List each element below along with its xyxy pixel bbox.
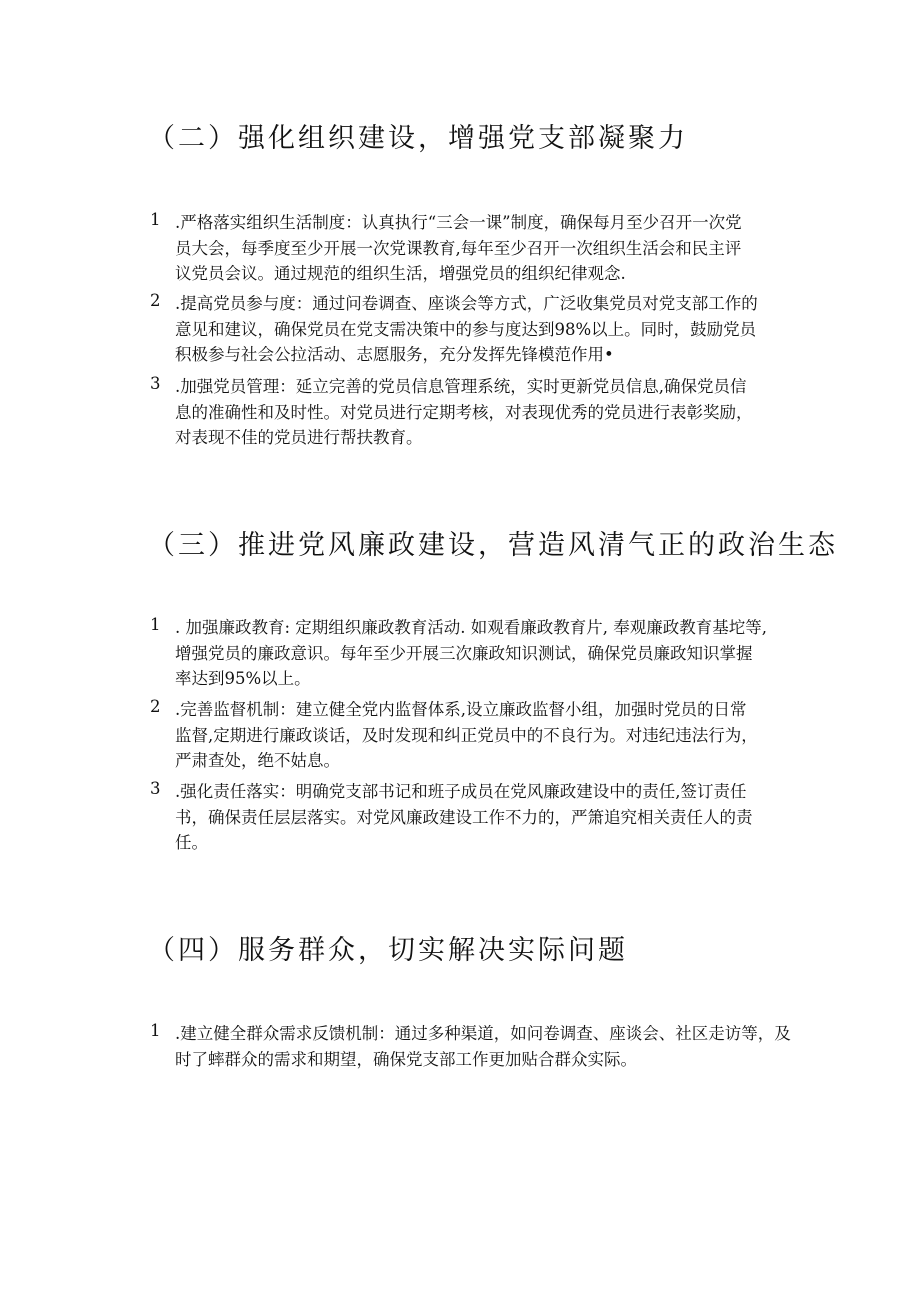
item-text-line: 积极参与社会公拉活动、志愿服务，充分发挥先锋模范作用• bbox=[175, 345, 614, 364]
item-number: 3 bbox=[150, 779, 161, 798]
list-item bbox=[150, 697, 810, 774]
item-text-line: .加强党员管理：延立完善的党员信息管理系统，实时更新党员信息,确保党员信 bbox=[175, 377, 747, 396]
item-text-line: 书，确保责任层层落实。对党风廉政建设工作不力的，严箫追究相关责任人的责 bbox=[175, 807, 753, 827]
list-item bbox=[150, 374, 810, 451]
item-text-line: . 加强廉政教育: 定期组织廉政教育活动. 如观看廉政教育片, 奉观廉政教育基坨等, bbox=[175, 618, 768, 637]
item-text-line: 时了蟀群众的需求和期望，确保党支部工作更加贴合群众实际。 bbox=[175, 1049, 637, 1069]
list-item bbox=[150, 291, 810, 368]
item-text-line: 严肃查处，绝不姑息。 bbox=[175, 751, 340, 770]
item-text-line: .提高党员参与度：通过问卷调查、座谈会等方式，广泛收集党员对党支部工作的 bbox=[175, 294, 758, 313]
item-text-line: 息的准确性和及时性。对党员进行定期考核，对表现优秀的党员进行表彰奖励， bbox=[175, 402, 753, 422]
section-heading: （四）服务群众，切实解决实际问题 bbox=[148, 935, 628, 966]
item-text-line: 监督,定期进行廉政谈话，及时发现和纠正党员中的不良行为。对违纪违法行为， bbox=[175, 725, 758, 745]
item-text-line: .完善监督机制：建立健全党内监督体系,设立廉政监督小组，加强时党员的日常 bbox=[175, 700, 747, 719]
section-heading: （二）强化组织建设，增强党支部凝聚力 bbox=[148, 123, 688, 154]
item-text-line: 率达到95%以上。 bbox=[175, 669, 311, 688]
item-text-line: 员大会，每季度至少开展一次党课教育,每年至少召开一次组织生活会和民主评 bbox=[175, 238, 742, 258]
list-item bbox=[150, 615, 810, 692]
item-number: 3 bbox=[150, 374, 161, 393]
list-item bbox=[150, 779, 810, 856]
item-text-line: 任。 bbox=[175, 833, 208, 852]
item-text-line: 对表现不佳的党员进行帮扶教育。 bbox=[175, 428, 423, 447]
item-text-line: .建立健全群众需求反馈机制：通过多种渠道，如问卷调查、座谈会、社区走访等，及 bbox=[175, 1024, 791, 1043]
item-number: 1 bbox=[150, 1021, 161, 1040]
item-text-line: .严格落实组织生活制度：认真执行“三会一课”制度，确保每月至少召开一次党 bbox=[175, 213, 742, 232]
item-number: 2 bbox=[150, 291, 161, 310]
item-text-line: .强化责任落实：明确党支部书记和班子成员在党风廉政建设中的责任,签订责任 bbox=[175, 782, 747, 801]
section-heading: （三）推进党风廉政建设，营造风清气正的政治生态 bbox=[148, 530, 838, 561]
item-number: 1 bbox=[150, 210, 161, 229]
item-text-line: 增强党员的廉政意识。每年至少开展三次廉政知识测试，确保党员廉政知识掌握 bbox=[175, 643, 753, 663]
list-item bbox=[150, 210, 810, 287]
item-number: 1 bbox=[150, 615, 161, 634]
item-number: 2 bbox=[150, 697, 161, 716]
list-item bbox=[150, 1021, 820, 1072]
item-text-line: 意见和建议，确保党员在党支需决策中的参与度达到98%以上。同时，鼓励党员 bbox=[175, 319, 757, 339]
item-text-line: 议党员会议。通过规范的组织生活，增强党员的组织纪律观念. bbox=[175, 264, 626, 283]
